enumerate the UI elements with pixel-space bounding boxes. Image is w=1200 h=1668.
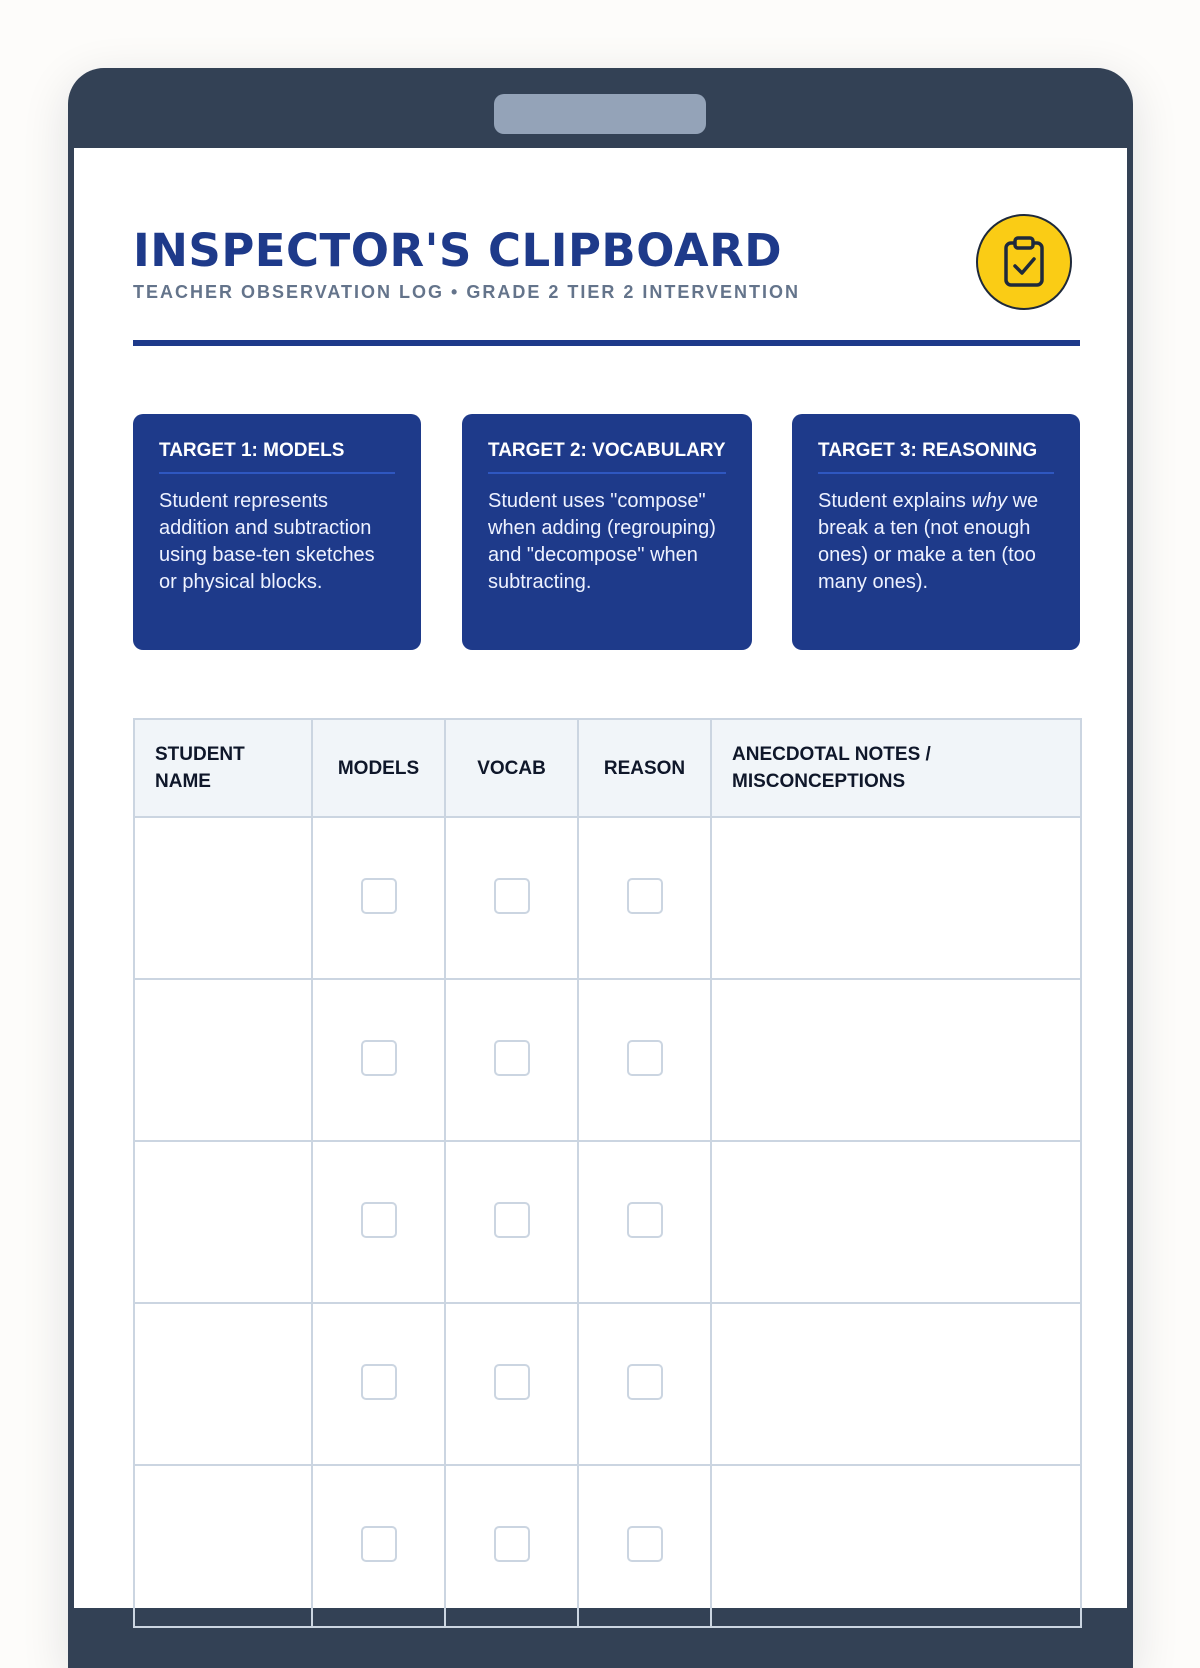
vocab-cell [445,1303,578,1465]
target-title: TARGET 1: MODELS [159,440,395,474]
vocab-cell [445,979,578,1141]
table-row [134,979,1081,1141]
column-header-notes: ANECDOTAL NOTES / MISCONCEPTIONS [711,719,1081,817]
reason-cell [578,1465,711,1627]
reason-checkbox[interactable] [627,1040,663,1076]
models-checkbox[interactable] [361,1202,397,1238]
notes-cell[interactable] [711,1465,1081,1627]
column-header-models: MODELS [312,719,445,817]
target-description: Student represents addition and subtraction using base-ten sketches or physical blocks. [159,490,375,593]
target-description: Student uses "compose" when adding (regrouping) and "decompose" when subtracting. [488,490,716,593]
page-subtitle: TEACHER OBSERVATION LOG • GRADE 2 TIER 2 INTERVENTION [133,282,801,302]
notes-cell[interactable] [711,1303,1081,1465]
vocab-checkbox[interactable] [494,878,530,914]
models-cell [312,1465,445,1627]
header-divider [133,340,1080,346]
table-row [134,1303,1081,1465]
observation-sheet [74,148,1127,1608]
notes-cell[interactable] [711,817,1081,979]
reason-checkbox[interactable] [627,1202,663,1238]
models-checkbox[interactable] [361,1526,397,1562]
student-name-cell[interactable] [134,979,312,1141]
clipboard-check-icon [976,214,1072,310]
reason-cell [578,817,711,979]
column-header-vocab: VOCAB [445,719,578,817]
models-cell [312,817,445,979]
vocab-cell [445,1465,578,1627]
student-name-cell[interactable] [134,817,312,979]
vocab-checkbox[interactable] [494,1364,530,1400]
target-card-vocabulary [462,414,752,650]
models-cell [312,1303,445,1465]
column-header-reason: REASON [578,719,711,817]
table-row [134,817,1081,979]
reason-cell [578,1303,711,1465]
emphasis-why: why [971,490,1008,512]
models-checkbox[interactable] [361,1364,397,1400]
models-checkbox[interactable] [361,1040,397,1076]
table-row [134,1465,1081,1627]
notes-cell[interactable] [711,1141,1081,1303]
target-title: TARGET 3: REASONING [818,440,1054,474]
student-name-cell[interactable] [134,1303,312,1465]
reason-checkbox[interactable] [627,1526,663,1562]
target-card-models [133,414,421,650]
student-name-cell[interactable] [134,1141,312,1303]
vocab-checkbox[interactable] [494,1202,530,1238]
reason-checkbox[interactable] [627,1364,663,1400]
target-title: TARGET 2: VOCABULARY [488,440,726,474]
reason-cell [578,979,711,1141]
notes-cell[interactable] [711,979,1081,1141]
models-checkbox[interactable] [361,878,397,914]
vocab-checkbox[interactable] [494,1040,530,1076]
table-header-row [134,719,1081,817]
student-name-cell[interactable] [134,1465,312,1627]
clipboard-clip [494,94,706,134]
models-cell [312,1141,445,1303]
reason-cell [578,1141,711,1303]
page-title: INSPECTOR'S CLIPBOARD [133,224,783,277]
target-description: Student explains why we break a ten (not enough ones) or make a ten (too many ones). [818,490,1039,593]
vocab-checkbox[interactable] [494,1526,530,1562]
observation-table [133,718,1082,1628]
column-header-student-name: STUDENT NAME [134,719,312,817]
models-cell [312,979,445,1141]
reason-checkbox[interactable] [627,878,663,914]
table-row [134,1141,1081,1303]
vocab-cell [445,1141,578,1303]
vocab-cell [445,817,578,979]
target-card-reasoning [792,414,1080,650]
clipboard-board [68,68,1133,1668]
